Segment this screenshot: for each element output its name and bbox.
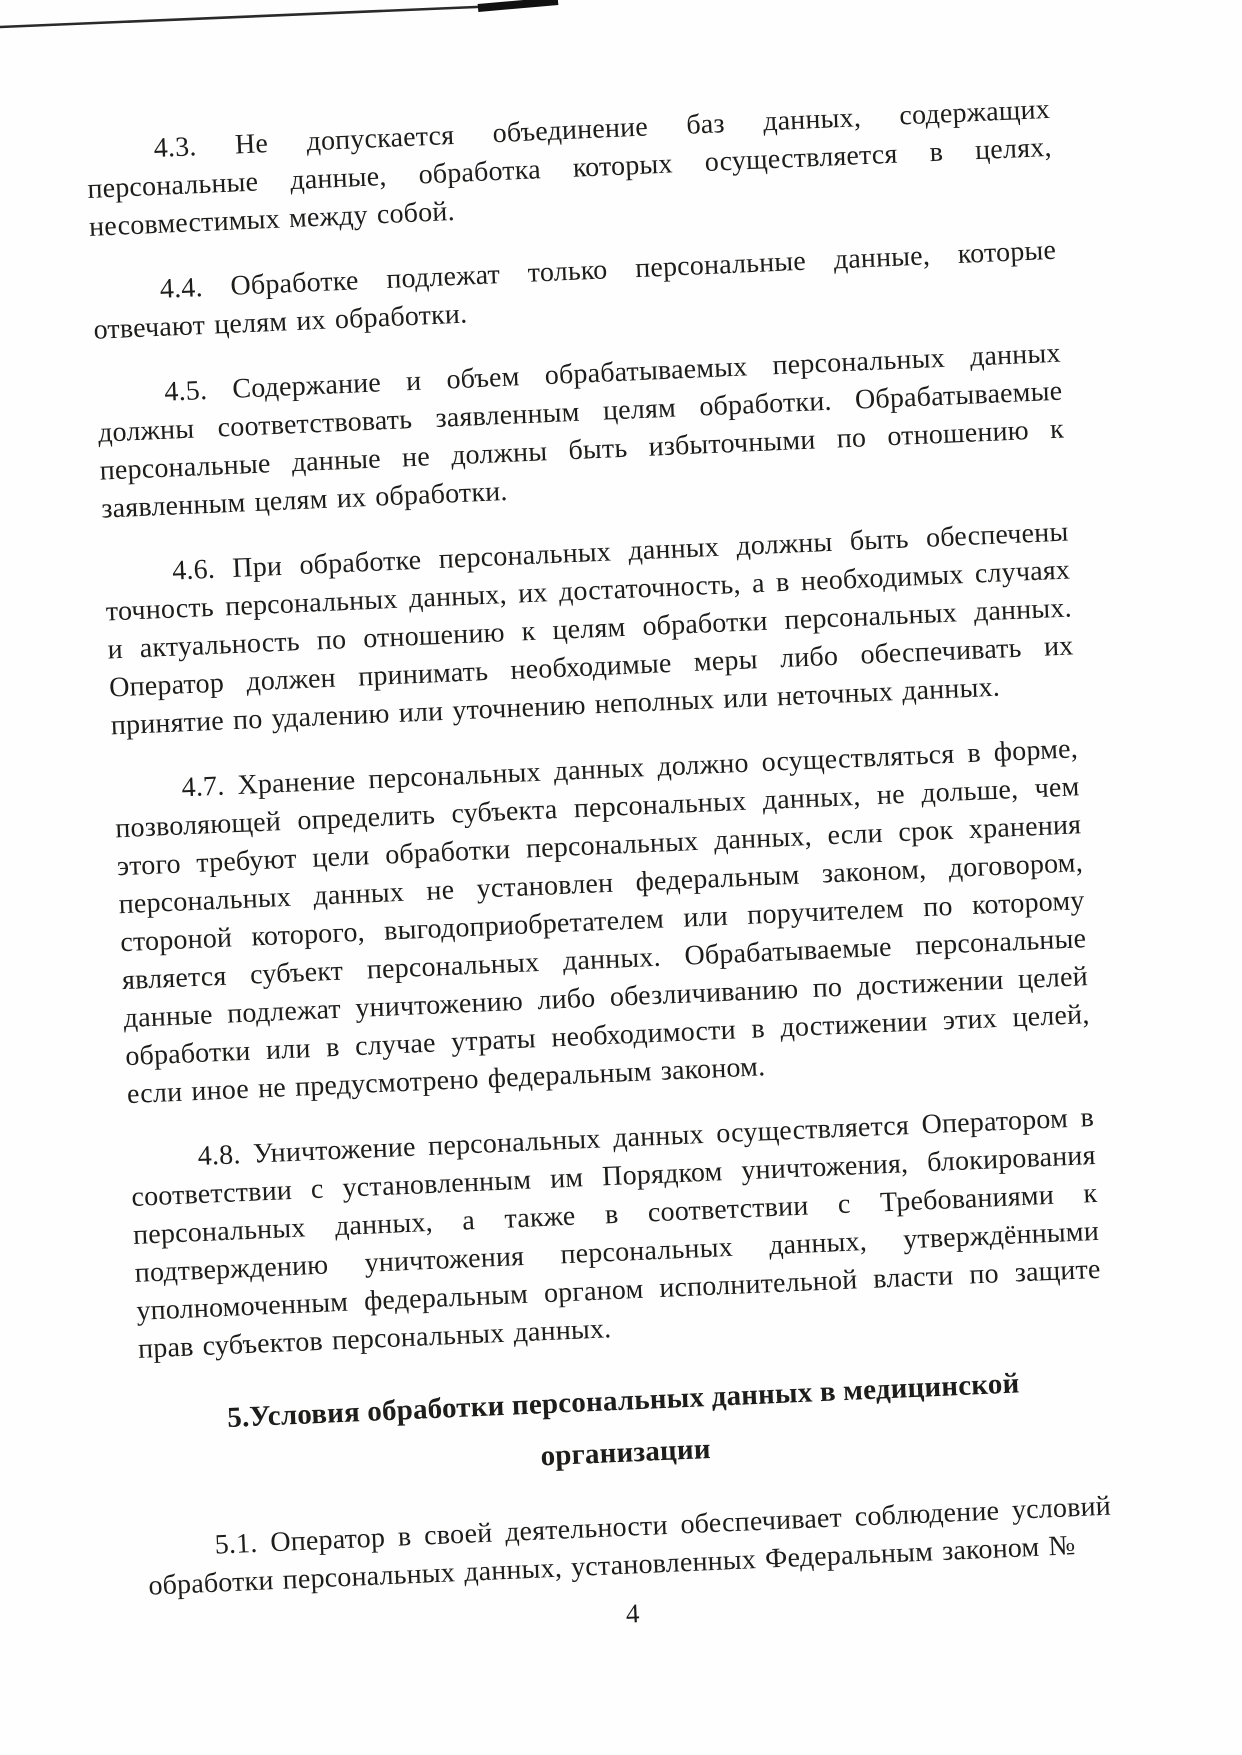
paragraph-4-7: 4.7. Хранение персональных данных должно осуществляться в форме, позволяющей определить субъекта персональных данных, не дольше, чем этого требуют цели обработки персональных данных, если срок хранения персональных данных не установлен федеральным законом, договором, стороной которого, выгодоприобретателем или поручителем по которому является субъект персональных данных. Обрабатываемые персональные данные подлежат уничтожению либо обезличиванию по достижении целей обработки или в случае утраты необходимости в достижении этих целей, если иное не предусмотрено федеральным законом. (114, 733, 1091, 1111)
paragraph-4-8: 4.8. Уничтожение персональных данных осуществляется Оператором в соответствии с установленным им Порядком уничтожения, блокирования персональных данных, а также в соответствии с Требованиями к подтверждению уничтожения персональных данных, утверждёнными уполномоченным федеральным органом исполнительной власти по защите прав субъектов персональных данных. (130, 1101, 1102, 1365)
paragraph-4-6: 4.6. При обработке персональных данных должны быть обеспечены точность персональных данных, их достаточность, а в необходимых случаях и актуальность по отношению к целям обработки персональных данных. Оператор должен принимать необходимые меры либо обеспечивать их принятие по удалению или уточнению неполных или неточных данных. (105, 516, 1074, 742)
paragraph-4-4: 4.4. Обработке подлежат только персональные данные, которые отвечают целям их обработки. (92, 234, 1057, 346)
paragraph-5-1: 5.1. Оператор в своей деятельности обеспечивает соблюдение условий обработки персональных данных, установленных Федеральным законом № (147, 1490, 1112, 1602)
page-number: 4 (625, 1598, 640, 1629)
paragraph-4-5: 4.5. Содержание и объем обрабатываемых персональных данных должны соответствовать заявленным целям обработки. Обрабатываемые персональные данные не должны быть избыточными по отношению к заявленным целям их обработки. (97, 337, 1065, 525)
section-heading: 5.Условия обработки персональных данных в медицинской организации (226, 1367, 1021, 1473)
scan-line-artifact (0, 0, 620, 40)
paragraph-4-3: 4.3. Не допускается объединение баз данных, содержащих персональные данные, обработка которых осуществляется в целях, несовместимых между собой. (86, 93, 1053, 243)
document-body (85, 91, 1115, 1651)
